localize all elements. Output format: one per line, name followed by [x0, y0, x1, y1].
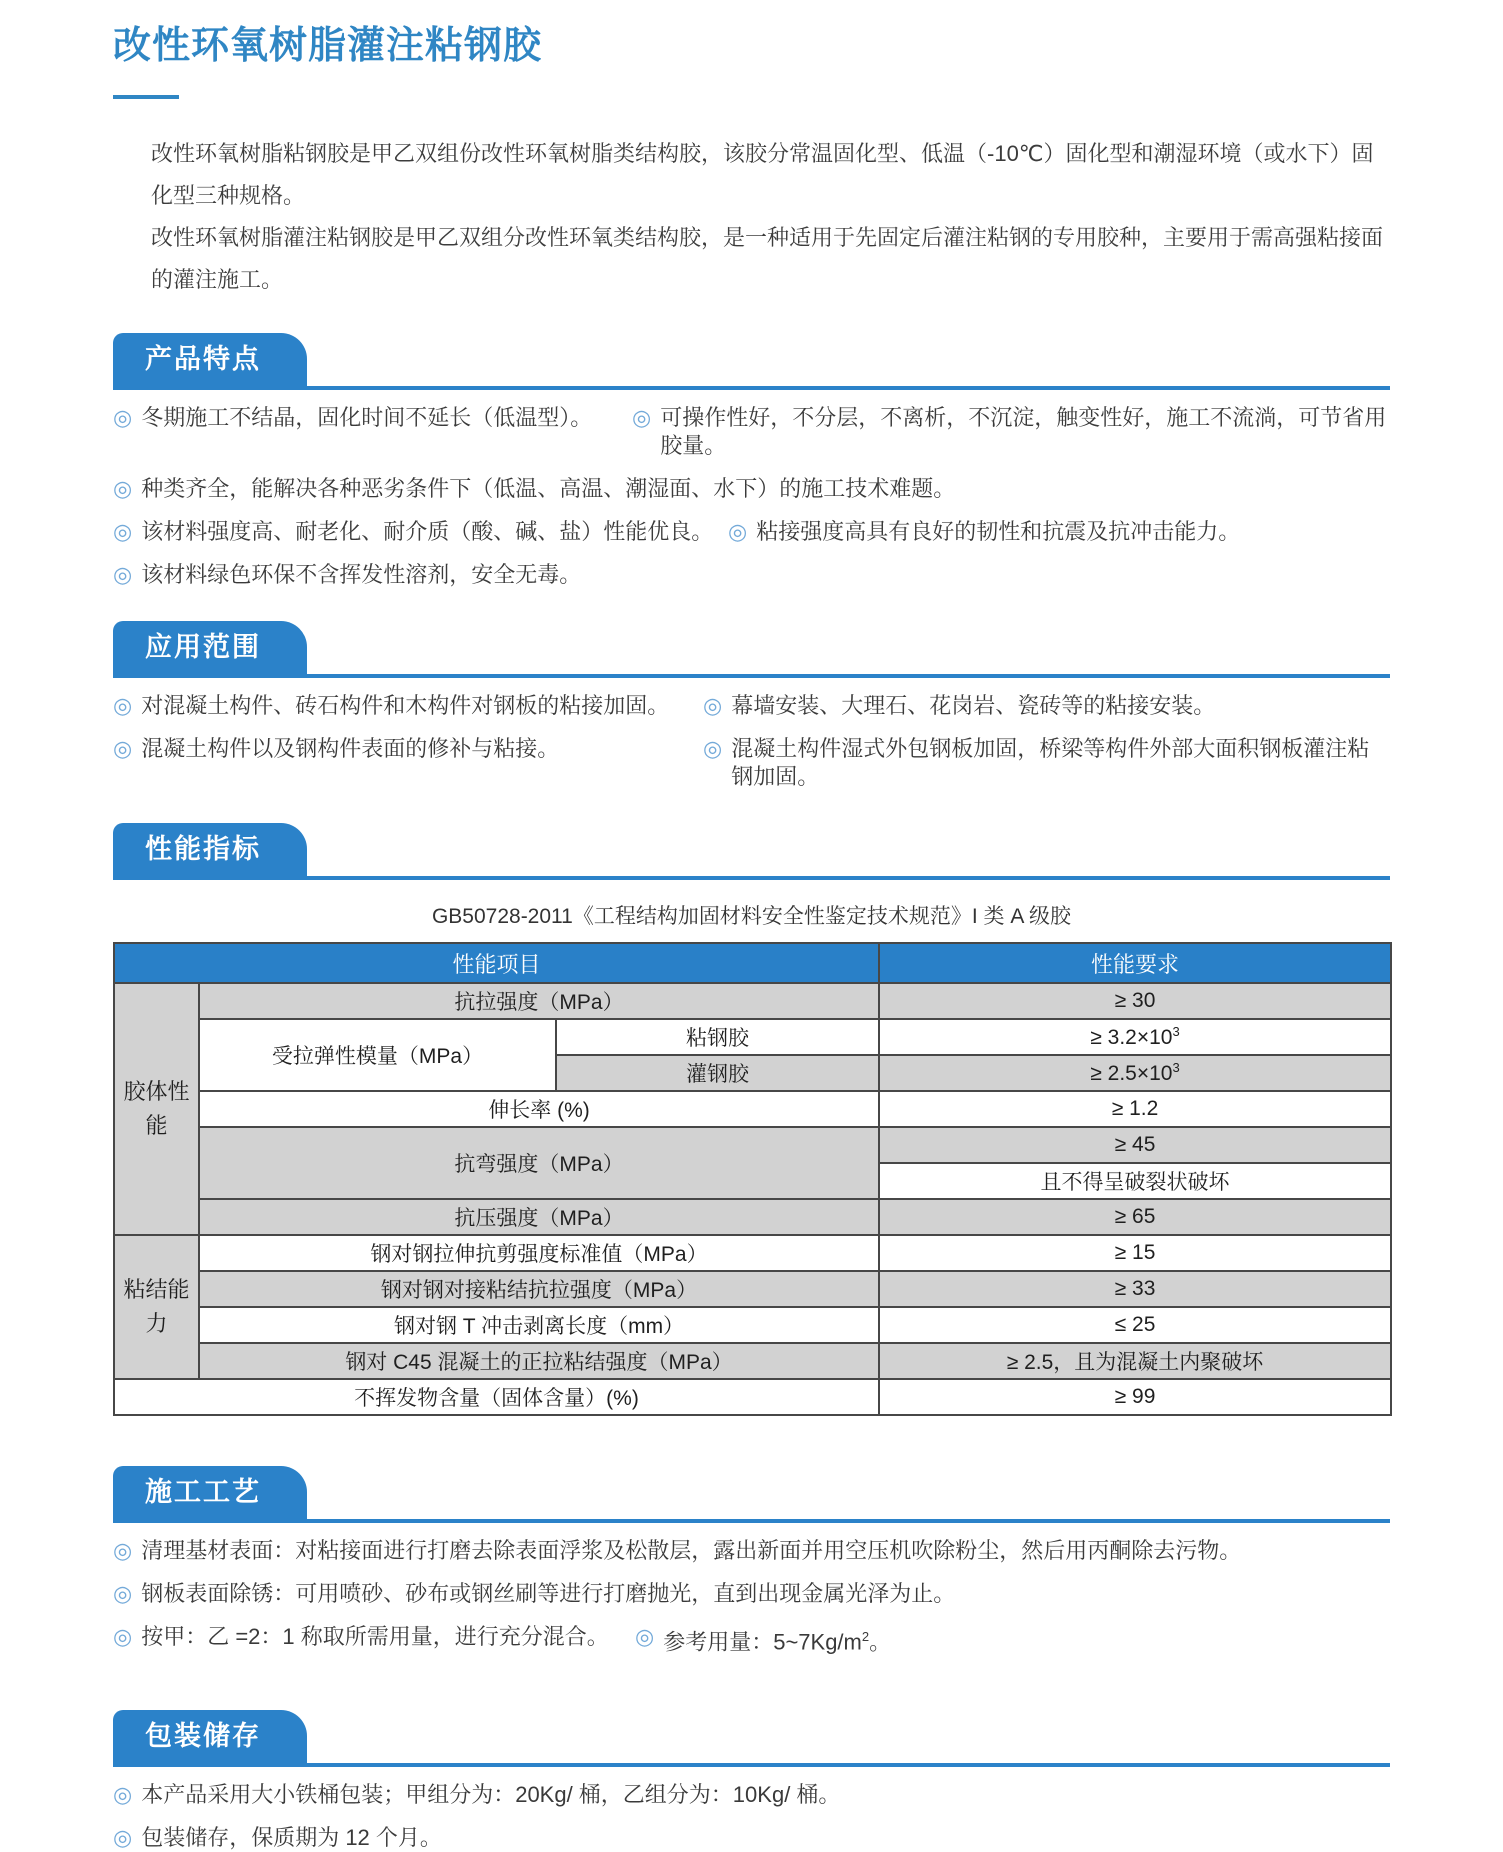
list-item — [113, 518, 728, 546]
list-item — [728, 518, 1240, 546]
list-item-text: 混凝土构件湿式外包钢板加固，桥梁等构件外部大面积钢板灌注粘钢加固。 — [731, 736, 1370, 789]
packaging-list — [113, 1781, 1390, 1852]
table-row — [114, 1343, 1391, 1379]
section-rule — [113, 1710, 1390, 1767]
list-item — [113, 1824, 442, 1852]
requirement-value: ≥ 2.5×10 — [1090, 1062, 1173, 1085]
section-performance — [113, 823, 1390, 1416]
requirement-cell: ≤ 25 — [879, 1307, 1391, 1343]
list-item-text: 对混凝土构件、砖石构件和木构件对钢板的粘接加固。 — [141, 693, 670, 718]
section-heading-features: 产品特点 — [113, 333, 307, 386]
requirement-cell — [879, 1019, 1391, 1055]
property-cell: 钢对钢拉伸抗剪强度标准值（MPa） — [199, 1235, 879, 1271]
bullet-icon: ◎ — [113, 476, 133, 501]
list-item-text: 粘接强度高具有良好的韧性和抗震及抗冲击能力。 — [756, 519, 1241, 544]
property-cell: 受拉弹性模量（MPa） — [199, 1019, 556, 1091]
process-list — [113, 1537, 1390, 1656]
dosage-text: 参考用量：5~7Kg/m — [663, 1629, 862, 1655]
list-item — [113, 561, 581, 589]
list-item-text: 按甲：乙 =2：1 称取所需用量，进行充分混合。 — [141, 1624, 609, 1649]
bullet-icon: ◎ — [113, 1538, 133, 1563]
applications-list — [113, 692, 1390, 791]
group-label-bond: 粘结能力 — [114, 1235, 199, 1379]
section-heading-performance: 性能指标 — [113, 823, 307, 876]
requirement-cell: ≥ 99 — [879, 1379, 1391, 1415]
list-item — [632, 404, 1390, 460]
bullet-icon: ◎ — [113, 693, 133, 718]
property-cell: 钢对钢对接粘结抗拉强度（MPa） — [199, 1271, 879, 1307]
list-item — [113, 1580, 955, 1608]
table-row — [114, 1019, 1391, 1055]
list-item-text: 该材料绿色环保不含挥发性溶剂，安全无毒。 — [141, 562, 582, 587]
requirement-value: ≥ 3.2×10 — [1090, 1026, 1173, 1049]
list-item-text: 清理基材表面：对粘接面进行打磨去除表面浮浆及松散层，露出新面并用空压机吹除粉尘，然后用丙酮除去污物。 — [141, 1538, 1242, 1563]
list-item-text: 混凝土构件以及钢构件表面的修补与粘接。 — [141, 736, 560, 761]
table-row — [114, 1091, 1391, 1127]
property-cell: 抗弯强度（MPa） — [199, 1127, 879, 1199]
bullet-icon: ◎ — [728, 519, 748, 544]
performance-table — [113, 942, 1392, 1416]
list-item-text: 本产品采用大小铁桶包装；甲组分为：20Kg/ 桶，乙组分为：10Kg/ 桶。 — [141, 1782, 841, 1808]
bullet-icon: ◎ — [113, 405, 133, 430]
bullet-icon: ◎ — [113, 562, 133, 587]
requirement-cell: 且不得呈破裂状破坏 — [879, 1163, 1391, 1199]
table-header-row — [114, 943, 1391, 983]
page-title: 改性环氧树脂灌注粘钢胶 — [113, 25, 543, 67]
dosage-exponent: 2 — [861, 1629, 870, 1644]
list-row — [113, 561, 1390, 589]
requirement-cell: ≥ 45 — [879, 1127, 1391, 1163]
property-subcell: 灌钢胶 — [556, 1055, 879, 1091]
list-item-text: 可操作性好，不分层，不离析，不沉淀，触变性好，施工不流淌，可节省用胶量。 — [660, 405, 1387, 458]
table-row — [114, 1271, 1391, 1307]
list-row — [113, 518, 1390, 546]
list-item — [635, 1623, 891, 1656]
list-item — [113, 1537, 1241, 1565]
list-row — [113, 1623, 1390, 1656]
bullet-icon: ◎ — [703, 693, 723, 718]
list-row — [113, 692, 1390, 720]
bullet-icon: ◎ — [632, 405, 652, 430]
list-row — [113, 1824, 1390, 1852]
property-cell: 抗压强度（MPa） — [199, 1199, 879, 1235]
table-caption: GB50728-2011《工程结构加固材料安全性鉴定技术规范》I 类 A 级胶 — [431, 905, 1072, 928]
list-item-text: 包装储存，保质期为 12 个月。 — [141, 1825, 442, 1851]
section-heading-process: 施工工艺 — [113, 1466, 307, 1519]
list-item-text: 该材料强度高、耐老化、耐介质（酸、碱、盐）性能优良。 — [141, 519, 714, 544]
section-heading-applications: 应用范围 — [113, 621, 307, 674]
list-item-text: 幕墙安装、大理石、花岗岩、瓷砖等的粘接安装。 — [731, 693, 1216, 718]
section-rule — [113, 823, 1390, 880]
property-subcell: 粘钢胶 — [556, 1019, 879, 1055]
requirement-cell: ≥ 65 — [879, 1199, 1391, 1235]
section-process — [113, 1466, 1390, 1656]
bullet-icon: ◎ — [635, 1624, 655, 1649]
requirement-cell — [879, 1055, 1391, 1091]
bullet-icon: ◎ — [113, 1782, 133, 1808]
dosage-period: 。 — [869, 1629, 892, 1655]
section-applications — [113, 621, 1390, 791]
property-cell: 抗拉强度（MPa） — [199, 983, 879, 1019]
list-item — [113, 1623, 635, 1656]
intro-paragraphs — [113, 133, 1390, 301]
bullet-icon: ◎ — [113, 1581, 133, 1606]
table-row — [114, 1127, 1391, 1163]
list-item — [113, 735, 703, 791]
section-packaging — [113, 1710, 1390, 1852]
list-item — [113, 475, 955, 503]
property-cell: 钢对钢 T 冲击剥离长度（mm） — [199, 1307, 879, 1343]
property-cell: 伸长率 (%) — [199, 1091, 879, 1127]
list-row — [113, 1781, 1390, 1809]
requirement-exponent: 3 — [1172, 1060, 1180, 1075]
list-row — [113, 735, 1390, 791]
list-item — [703, 692, 1215, 720]
bullet-icon: ◎ — [113, 736, 133, 761]
column-header-req: 性能要求 — [879, 943, 1391, 983]
bullet-icon: ◎ — [703, 736, 723, 761]
requirement-cell: ≥ 2.5，且为混凝土内聚破坏 — [879, 1343, 1391, 1379]
title-block — [113, 0, 1390, 99]
list-item — [703, 735, 1390, 791]
features-list — [113, 404, 1390, 589]
list-item-text: 种类齐全，能解决各种恶劣条件下（低温、高温、潮湿面、水下）的施工技术难题。 — [141, 476, 956, 501]
property-cell: 钢对 C45 混凝土的正拉粘结强度（MPa） — [199, 1343, 879, 1379]
intro-line: 改性环氧树脂灌注粘钢胶是甲乙双组分改性环氧类结构胶，是一种适用于先固定后灌注粘钢的专用胶种，主要用于需高强粘接面的灌注施工。 — [151, 225, 1384, 292]
section-rule — [113, 333, 1390, 390]
list-item — [113, 1781, 840, 1809]
requirement-exponent: 3 — [1172, 1024, 1180, 1039]
bullet-icon: ◎ — [113, 1825, 133, 1851]
list-item — [113, 404, 632, 460]
list-item-text: 钢板表面除锈：可用喷砂、砂布或钢丝刷等进行打磨抛光，直到出现金属光泽为止。 — [141, 1581, 956, 1606]
list-item — [113, 692, 703, 720]
table-row — [114, 983, 1391, 1019]
list-row — [113, 404, 1390, 460]
table-row — [114, 1379, 1391, 1415]
requirement-cell: ≥ 1.2 — [879, 1091, 1391, 1127]
requirement-cell: ≥ 30 — [879, 983, 1391, 1019]
title-underline — [113, 95, 179, 99]
group-label-gel: 胶体性能 — [114, 983, 199, 1235]
list-row — [113, 1580, 1390, 1608]
list-row — [113, 475, 1390, 503]
section-rule — [113, 1466, 1390, 1523]
section-rule — [113, 621, 1390, 678]
list-item-text — [663, 1623, 891, 1656]
intro-line: 改性环氧树脂粘钢胶是甲乙双组份改性环氧树脂类结构胶，该胶分常温固化型、低温（-10℃）固化型和潮湿环境（或水下）固化型三种规格。 — [151, 141, 1374, 208]
property-cell: 不挥发物含量（固体含量）(%) — [114, 1379, 879, 1415]
requirement-cell: ≥ 33 — [879, 1271, 1391, 1307]
list-item-text: 冬期施工不结晶，固化时间不延长（低温型）。 — [141, 405, 593, 430]
table-row — [114, 1199, 1391, 1235]
column-header-item: 性能项目 — [114, 943, 879, 983]
table-row — [114, 1235, 1391, 1271]
table-row — [114, 1307, 1391, 1343]
requirement-cell: ≥ 15 — [879, 1235, 1391, 1271]
section-heading-packaging: 包装储存 — [113, 1710, 307, 1763]
section-features — [113, 333, 1390, 589]
bullet-icon: ◎ — [113, 519, 133, 544]
list-row — [113, 1537, 1390, 1565]
bullet-icon: ◎ — [113, 1624, 133, 1649]
